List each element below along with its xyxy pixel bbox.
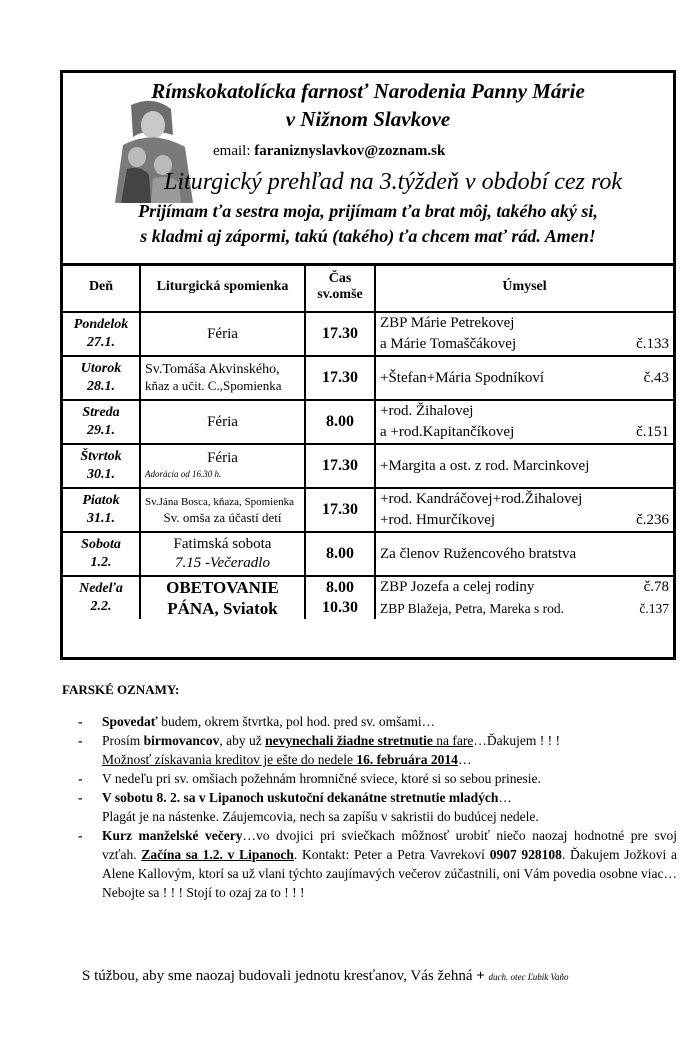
intention-text: +Štefan+Mária Spodníkoví xyxy=(380,369,544,386)
schedule-table xyxy=(63,263,673,619)
day-name: Pondelok xyxy=(73,317,129,332)
notice-text: budem, okrem štvrtka, pol hod. pred sv. omšami… xyxy=(157,714,436,729)
day-date: 27.1. xyxy=(87,335,115,350)
liturgy-cell xyxy=(140,532,305,576)
signature: duch. otec Ľubik Vaňo xyxy=(488,972,569,982)
liturgy-cell xyxy=(140,400,305,444)
day-name: Streda xyxy=(82,405,120,420)
phone-number: 0907 928108 xyxy=(489,847,562,862)
day-cell xyxy=(63,444,140,488)
intention-cell xyxy=(375,488,673,532)
mass-time: 8.00 xyxy=(326,545,354,562)
email-address[interactable]: faraniznyslavkov@zoznam.sk xyxy=(254,143,446,159)
header-time: Čas sv.omše xyxy=(305,263,375,312)
time-cell xyxy=(305,532,375,576)
time-cell xyxy=(305,400,375,444)
notice-text: …Ďakujem ! ! ! xyxy=(473,733,560,748)
notice-emphasis: V sobotu 8. 2. sa v Lipanoch uskutoční dekanátne stretnutie mladých xyxy=(102,790,499,805)
day-cell xyxy=(63,356,140,400)
liturgy-text: OBETOVANIE xyxy=(166,578,279,597)
day-cell xyxy=(63,488,140,532)
intention-cell xyxy=(375,576,673,619)
intention-text: +rod. Kandráčovej+rod.Žihalovej xyxy=(380,491,583,507)
parish-title: Rímskokatolícka farnosť Narodenia Panny Márie xyxy=(151,79,585,103)
notice-text: , aby už xyxy=(219,733,266,748)
notice-date: 16. februára 2014 xyxy=(356,752,458,767)
liturgy-heading: Liturgický prehľad na 3.týždeň v období cez rok xyxy=(164,169,622,195)
table-row xyxy=(63,356,673,400)
liturgy-text: Féria xyxy=(207,414,238,430)
liturgy-text: Féria xyxy=(207,326,238,342)
intention-number: č.78 xyxy=(643,579,669,595)
intention-text: Za členov Ružencového bratstva xyxy=(380,545,577,562)
mass-time: 17.30 xyxy=(322,501,358,518)
table-row xyxy=(63,576,673,619)
table-row xyxy=(63,312,673,356)
parish-location: v Nižnom Slavkove xyxy=(285,107,451,131)
intention-number: č.151 xyxy=(636,424,669,440)
mass-time: 17.30 xyxy=(322,325,358,342)
notice-text: Plagát je na nástenke. Záujemcovia, nech sa zapíšu v sakristii do budúcej nedele. xyxy=(102,809,539,824)
day-date: 31.1. xyxy=(87,511,115,526)
adoration-note: Adorácia od 16.30 h. xyxy=(145,469,222,479)
intention-number: č.236 xyxy=(636,512,669,528)
liturgy-text: Féria xyxy=(207,450,238,466)
notice-emphasis: Kurz manželské večery xyxy=(102,828,243,843)
intention-cell xyxy=(375,400,673,444)
notice-text: . Ďakujem Jožkovi a Alene Kallovým, ktorí sa už vlani týchto zaujímavých večerov zúčastnili, oni Vám povedia osobne viac…Nebojte sa ! ! ! Stojí to ozaj za to ! ! ! xyxy=(102,847,678,900)
liturgy-subtext: kňaz a učit. C.,Spomienka xyxy=(145,378,282,393)
notice-text: … xyxy=(498,790,512,805)
intention-number: č.43 xyxy=(643,369,669,386)
bulletin-frame xyxy=(60,70,676,660)
day-date: 1.2. xyxy=(90,555,112,570)
notice-text: V nedeľu pri sv. omšiach požehnám hromničné sviece, ktoré si so sebou prinesie. xyxy=(102,771,541,786)
notice-emphasis: Spovedať xyxy=(102,714,158,729)
mass-time: 10.30 xyxy=(322,599,358,616)
list-item: - Prosím birmovancov, aby už nevynechali žiadne stretnutie na fare…Ďakujem ! ! ! Možnosť získavania kreditov je ešte do nedele 16. februára 2014… xyxy=(78,733,560,767)
liturgy-subtext: Sv. omša za účastí detí xyxy=(163,510,282,525)
intention-text: +rod. Žihalovej xyxy=(380,403,474,419)
day-date: 30.1. xyxy=(87,467,115,482)
list-item: - V nedeľu pri sv. omšiach požehnám hromničné sviece, ktoré si so sebou prinesie. xyxy=(78,771,541,786)
liturgy-cell xyxy=(140,576,305,619)
intention-text: ZBP Blažeja, Petra, Mareka s rod. xyxy=(380,601,564,616)
table-row xyxy=(63,400,673,444)
intention-text: a +rod.Kapitančíkovej xyxy=(380,424,515,440)
day-name: Štvrtok xyxy=(80,449,122,464)
day-cell xyxy=(63,576,140,619)
intention-cell xyxy=(375,444,673,488)
day-cell xyxy=(63,400,140,444)
cross-icon: + xyxy=(476,968,485,984)
table-row xyxy=(63,444,673,488)
prayer-line-1: Prijímam ťa sestra moja, prijímam ťa brat môj, takého aký si, xyxy=(138,201,598,221)
day-cell xyxy=(63,312,140,356)
day-date: 2.2. xyxy=(90,599,112,614)
notice-text: Možnosť získavania kreditov je ešte do nedele xyxy=(102,752,357,767)
list-item: - Spovedať budem, okrem štvrtka, pol hod. pred sv. omšami… xyxy=(78,714,436,729)
liturgy-subtext: PÁNA, Sviatok xyxy=(167,599,278,618)
list-item: - V sobotu 8. 2. sa v Lipanoch uskutoční dekanátne stretnutie mladých… Plagát je na nástenke. Záujemcovia, nech sa zapíšu v sakristii do budúcej nedele. xyxy=(78,790,539,824)
intention-number: č.137 xyxy=(639,601,669,616)
table-row xyxy=(63,488,673,532)
day-name: Utorok xyxy=(80,361,122,376)
notice-text: … xyxy=(457,752,472,767)
mass-time: 17.30 xyxy=(322,369,358,386)
liturgy-text: Sv.Jána Bosca, kňaza, Spomienka xyxy=(145,496,294,508)
header-day: Deň xyxy=(63,263,140,312)
prayer-line-2: s kladmi aj zápormi, takú (takého) ťa chcem mať rád. Amen! xyxy=(140,226,596,246)
notice-text: …vo dvojici pri sviečkach môžnosť urobiť niečo naozaj hodnotné pre svoj vzťah. xyxy=(102,828,678,862)
intention-number: č.133 xyxy=(636,336,669,352)
header-intention: Úmysel xyxy=(375,263,673,312)
footer xyxy=(82,968,569,985)
day-date: 28.1. xyxy=(87,379,115,394)
notice-text: . Kontakt: Peter a Petra Vavrekoví xyxy=(293,847,490,862)
day-name: Piatok xyxy=(82,493,120,508)
notice-text: Prosím xyxy=(102,733,144,748)
footer-text: S túžbou, aby sme naozaj budovali jednotu kresťanov, Vás žehná xyxy=(82,968,477,984)
liturgy-subtext: 7.15 -Večeradlo xyxy=(175,555,270,571)
time-cell xyxy=(305,312,375,356)
intention-text: +Margita a ost. z rod. Marcinkovej xyxy=(380,457,590,474)
time-cell xyxy=(305,356,375,400)
notice-emphasis: Začína sa 1.2. v Lipanoch xyxy=(141,847,294,862)
notice-text: na fare xyxy=(432,733,474,748)
liturgy-text: Fatimská sobota xyxy=(173,536,272,552)
header-liturgy: Liturgická spomienka xyxy=(140,263,305,312)
liturgy-text: Sv.Tomáša Akvinského, xyxy=(145,362,280,377)
notices-list xyxy=(72,712,677,902)
list-item: - Kurz manželské večery…vo dvojici pri sviečkach môžnosť urobiť niečo naozaj hodnotné pre svoj vzťah. Začína sa 1.2. v Lipanoch. Kontakt: Peter a Petra Vavrekoví 0907 928108. Ďakujem Jožkovi a Alene Kallovým, ktorí sa už vlani týchto zaujímavých večerov zúčastnili, oni Vám povedia osobne viac…Nebojte sa ! ! ! Stojí to ozaj za to ! ! ! xyxy=(78,828,678,900)
time-cell xyxy=(305,576,375,619)
mass-time: 8.00 xyxy=(326,579,354,596)
liturgy-cell xyxy=(140,356,305,400)
time-cell xyxy=(305,488,375,532)
intention-text: ZBP Márie Petrekovej xyxy=(380,315,515,331)
liturgy-cell xyxy=(140,312,305,356)
mass-time: 17.30 xyxy=(322,457,358,474)
notices-title: FARSKÉ OZNAMY: xyxy=(62,682,180,697)
day-date: 29.1. xyxy=(87,423,115,438)
notice-emphasis: nevynechali žiadne stretnutie xyxy=(265,733,433,748)
liturgy-cell xyxy=(140,488,305,532)
intention-cell xyxy=(375,312,673,356)
table-row xyxy=(63,532,673,576)
mass-time: 8.00 xyxy=(326,413,354,430)
intention-text: ZBP Jozefa a celej rodiny xyxy=(380,579,535,595)
day-name: Nedeľa xyxy=(79,581,123,596)
day-name: Sobota xyxy=(81,537,121,552)
intention-text: a Márie Tomaščákovej xyxy=(380,336,517,352)
liturgy-cell xyxy=(140,444,305,488)
notice-emphasis: birmovancov xyxy=(143,733,220,748)
email-label: email: xyxy=(213,143,251,159)
bulletin-header xyxy=(63,73,673,266)
prayer-text xyxy=(73,199,663,249)
day-cell xyxy=(63,532,140,576)
email-line xyxy=(213,143,445,160)
table-header-row xyxy=(63,263,673,312)
time-cell xyxy=(305,444,375,488)
intention-cell xyxy=(375,532,673,576)
intention-text: +rod. Hmurčíkovej xyxy=(380,512,496,528)
intention-cell xyxy=(375,356,673,400)
